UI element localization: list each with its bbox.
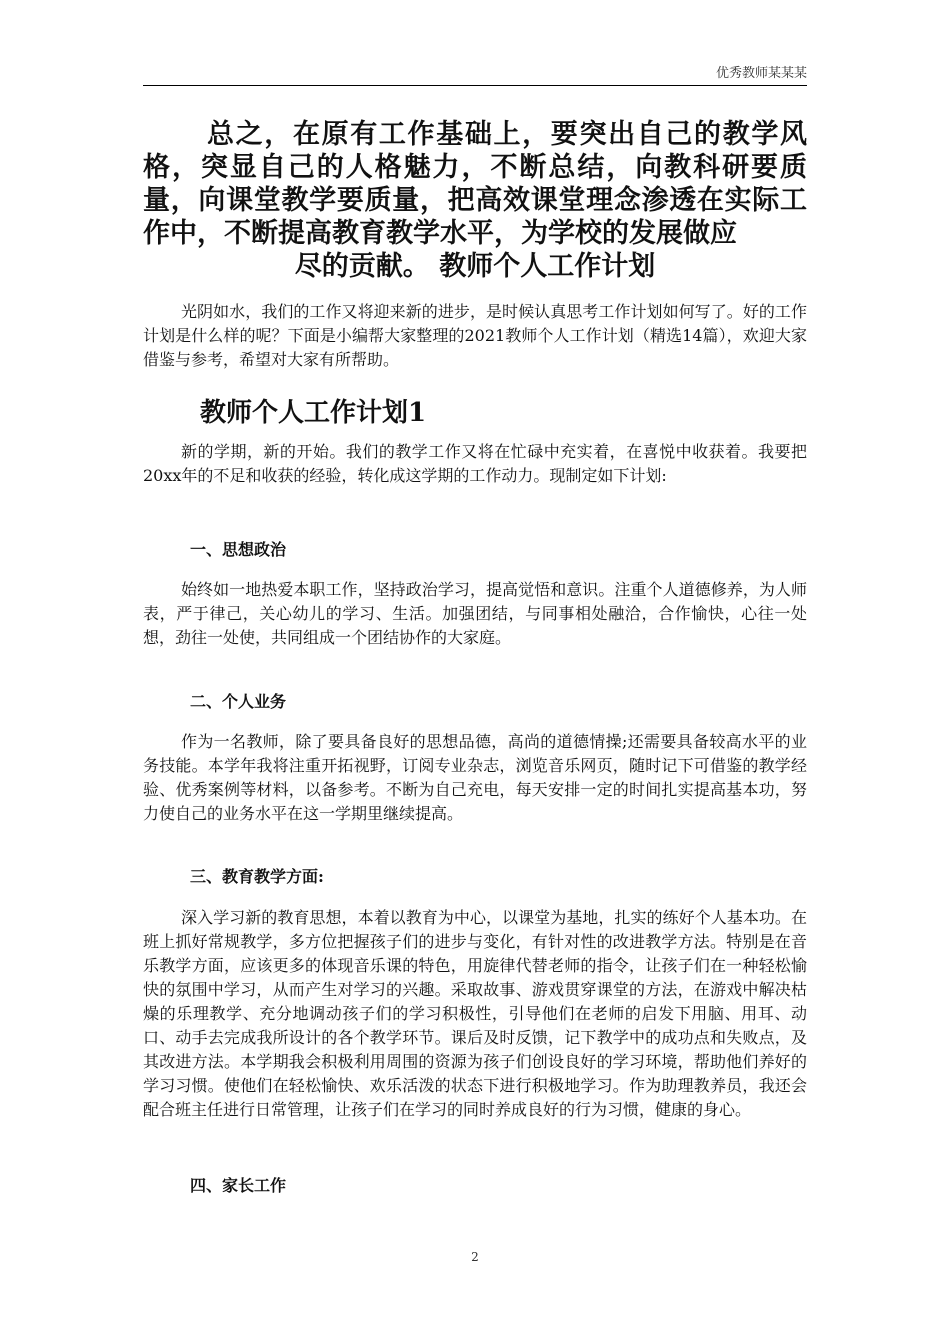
section-title: 教师个人工作计划1 (200, 398, 427, 428)
page-number: 2 (471, 1250, 479, 1264)
section-heading-4: 四、家长工作 (190, 1176, 287, 1195)
section-body-2: 作为一名教师，除了要具备良好的思想品德，高尚的道德情操;还需要具备较高水平的业务技能。本学年我将注重开拓视野，订阅专业杂志，浏览音乐网页，随时记下可借鉴的教学经验、优秀案例等材料，以备参考。不断为自己充电，每天安排一定的时间扎实提高基本功，努力使自己的业务水平在这一学期里继续提高。 (143, 732, 807, 823)
section-body-3: 深入学习新的教育思想，本着以教育为中心，以课堂为基地，扎实的练好个人基本功。在班上抓好常规教学，多方位把握孩子们的进步与变化，有针对性的改进教学方法。特别是在音乐教学方面，应该更多的体现音乐课的特色，用旋律代替老师的指令，让孩子们在一种轻松愉快的氛围中学习，从而产生对学习的兴趣。采取故事、游戏贯穿课堂的方法，在游戏中解决枯燥的乐理教学、充分地调动孩子们的学习积极性，引导他们在老师的启发下用脑、用耳、动口、动手去完成我所设计的各个教学环节。课后及时反馈，记下教学中的成功点和失败点，及其改进方法。本学期我会积极利用周围的资源为孩子们创设良好的学习环境，帮助他们养好的学习习惯。使他们在轻松愉快、欢乐活泼的状态下进行积极地学习。作为助理教养员，我还会配合班主任进行日常管理，让孩子们在学习的同时养成良好的行为习惯，健康的身心。 (143, 908, 807, 1119)
intro-heading-main: 总之，在原有工作基础上，要突出自己的教学风格，突显自己的人格魅力，不断总结，向教科研要质量，向课堂教学要质量，把高效课堂理念渗透在实际工作中，不断提高教育教学水平，为学校的发展做应 (143, 119, 807, 249)
section-heading-2: 二、个人业务 (190, 692, 287, 711)
section-body-1: 始终如一地热爱本职工作，坚持政治学习，提高觉悟和意识。注重个人道德修养，为人师表，严于律己，关心幼儿的学习、生活。加强团结，与同事相处融洽，合作愉快，心往一处想，劲往一处使，共同组成一个团结协作的大家庭。 (143, 580, 807, 647)
section-heading-1: 一、思想政治 (190, 540, 287, 559)
intro-heading-last: 尽的贡献。 教师个人工作计划 (294, 251, 656, 282)
intro-heading (143, 118, 807, 283)
header-divider (143, 85, 807, 86)
page-header: 优秀教师某某某 (715, 66, 807, 81)
opening-paragraph: 新的学期，新的开始。我们的教学工作又将在忙碌中充实着，在喜悦中收获着。我要把20xx年的不足和收获的经验，转化成这学期的工作动力。现制定如下计划: (143, 442, 807, 485)
lead-paragraph: 光阴如水，我们的工作又将迎来新的进步，是时候认真思考工作计划如何写了。好的工作计划是什么样的呢？下面是小编帮大家整理的2021教师个人工作计划（精选14篇），欢迎大家借鉴与参考，希望对大家有所帮助。 (143, 302, 807, 369)
section-heading-3: 三、教育教学方面: (190, 867, 324, 886)
